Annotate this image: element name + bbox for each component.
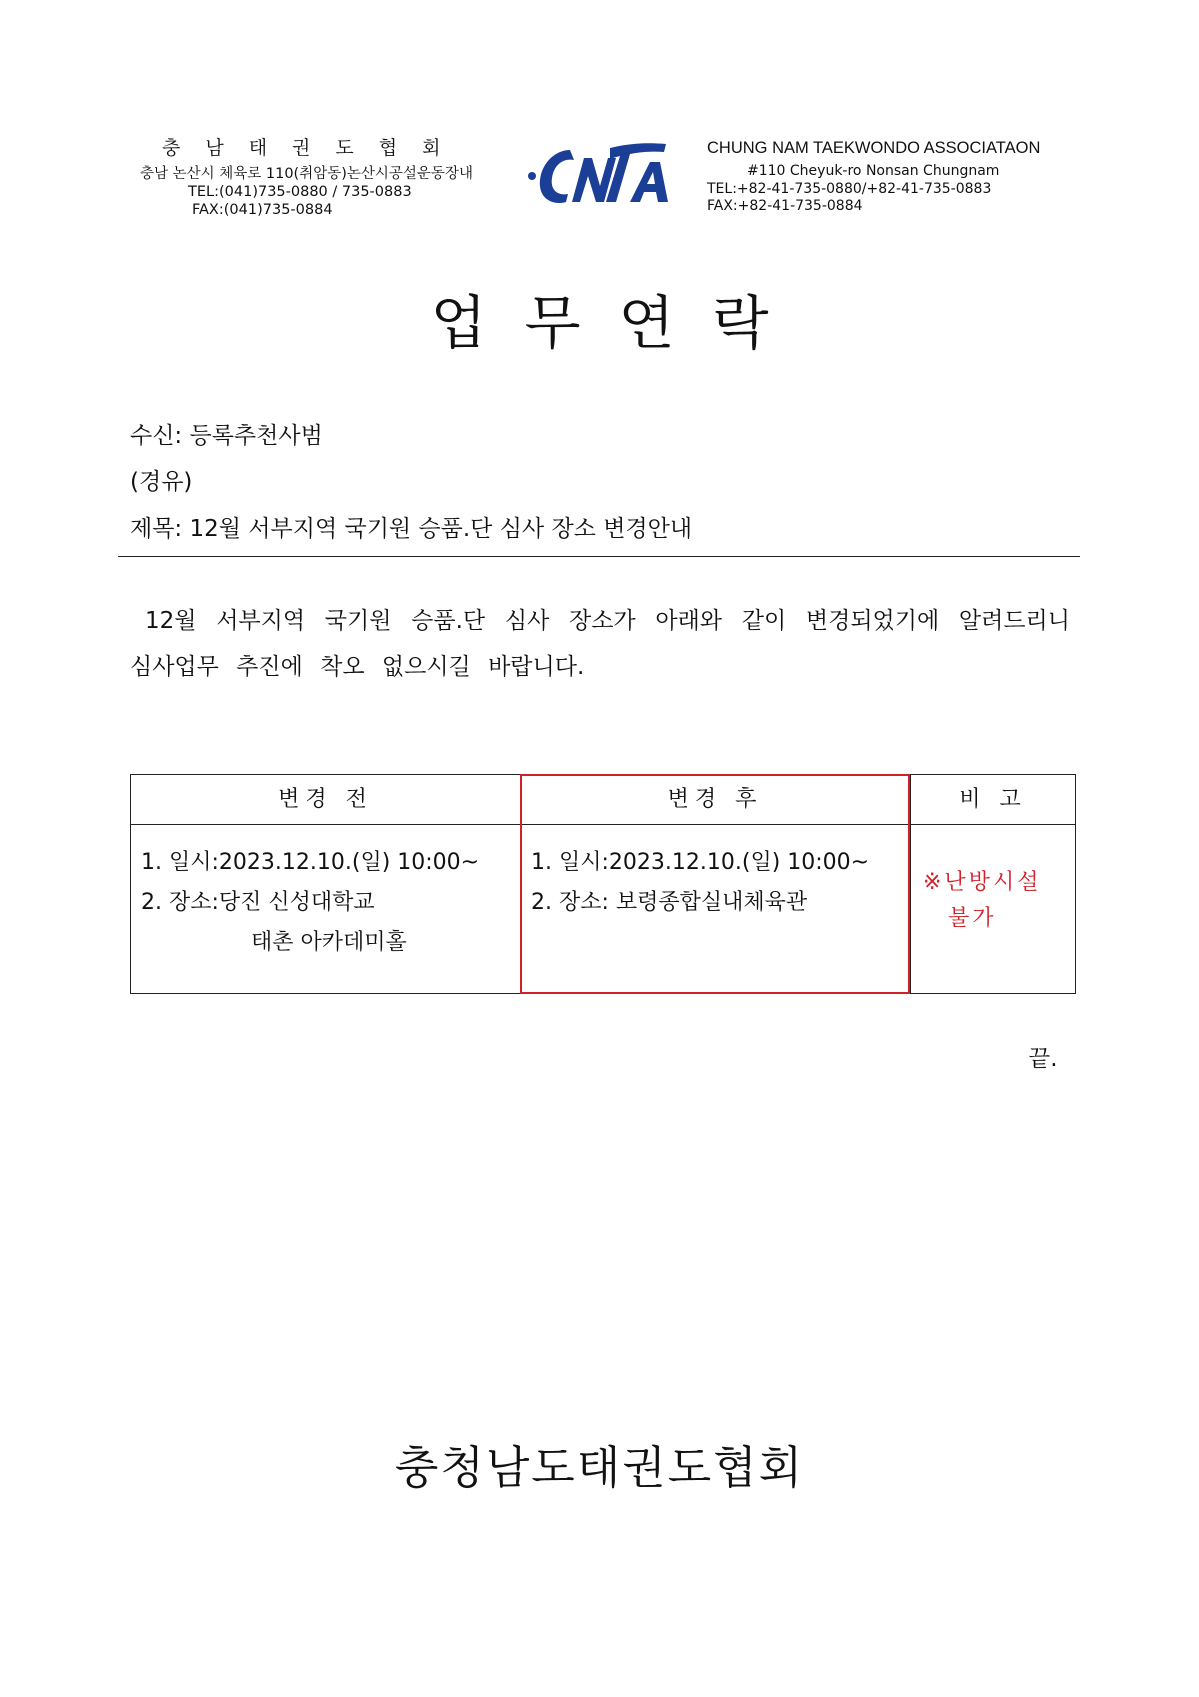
document-title: 업무연락 <box>430 289 807 357</box>
note-cell <box>923 865 1041 937</box>
before-cell <box>141 843 479 963</box>
english-contact-block <box>707 138 1087 216</box>
cnta-logo <box>526 136 676 214</box>
via-line: (경유) <box>130 469 193 495</box>
korean-contact-block <box>140 136 510 219</box>
after-venue: 2. 장소: 보령종합실내체육관 <box>531 890 808 915</box>
before-venue-detail: 태촌 아카데미홀 <box>251 930 407 955</box>
korean-fax: FAX:(041)735-0884 <box>192 202 333 218</box>
logo-text: CNTA <box>526 136 529 137</box>
korean-association-name: 충남태권도협회 <box>162 137 466 159</box>
korean-tel: TEL:(041)735-0880 / 735-0883 <box>188 184 412 200</box>
note-heating: ※난방시설 <box>923 870 1042 895</box>
header-after: 변경 후 <box>667 787 763 812</box>
after-datetime: 1. 일시:2023.12.10.(일) 10:00~ <box>531 850 870 875</box>
english-tel: TEL:+82-41-735-0880/+82-41-735-0883 <box>707 180 992 197</box>
change-table <box>130 774 1076 994</box>
header-before: 변경 전 <box>278 787 373 812</box>
english-address: #110 Cheyuk-ro Nonsan Chungnam <box>747 163 1000 179</box>
before-datetime: 1. 일시:2023.12.10.(일) 10:00~ <box>141 850 480 875</box>
english-fax: FAX:+82-41-735-0884 <box>707 198 863 214</box>
note-unavailable: 불가 <box>948 906 997 931</box>
header-note: 비 고 <box>959 787 1027 812</box>
end-mark: 끝. <box>1028 1046 1058 1072</box>
letterhead <box>0 130 1199 220</box>
after-highlight-box <box>520 774 910 994</box>
body-paragraph: 12월 서부지역 국기원 승품.단 심사 장소가 아래와 같이 변경되었기에 알려드리니 심사업무 추진에 착오 없으시길 바랍니다. <box>130 608 1070 680</box>
korean-address: 충남 논산시 체육로 110(취암동)논산시공설운동장내 <box>140 166 473 182</box>
subject-line: 제목: 12월 서부지역 국기원 승품.단 심사 장소 변경안내 <box>130 516 693 542</box>
subject-divider <box>118 556 1080 557</box>
before-venue: 2. 장소:당진 신성대학교 <box>141 890 375 915</box>
english-association-name: CHUNG NAM TAEKWONDO ASSOCIATAON <box>707 139 1041 157</box>
recipient-line: 수신: 등록추천사범 <box>130 423 323 449</box>
sender-name: 충청남도태권도협회 <box>394 1441 805 1494</box>
